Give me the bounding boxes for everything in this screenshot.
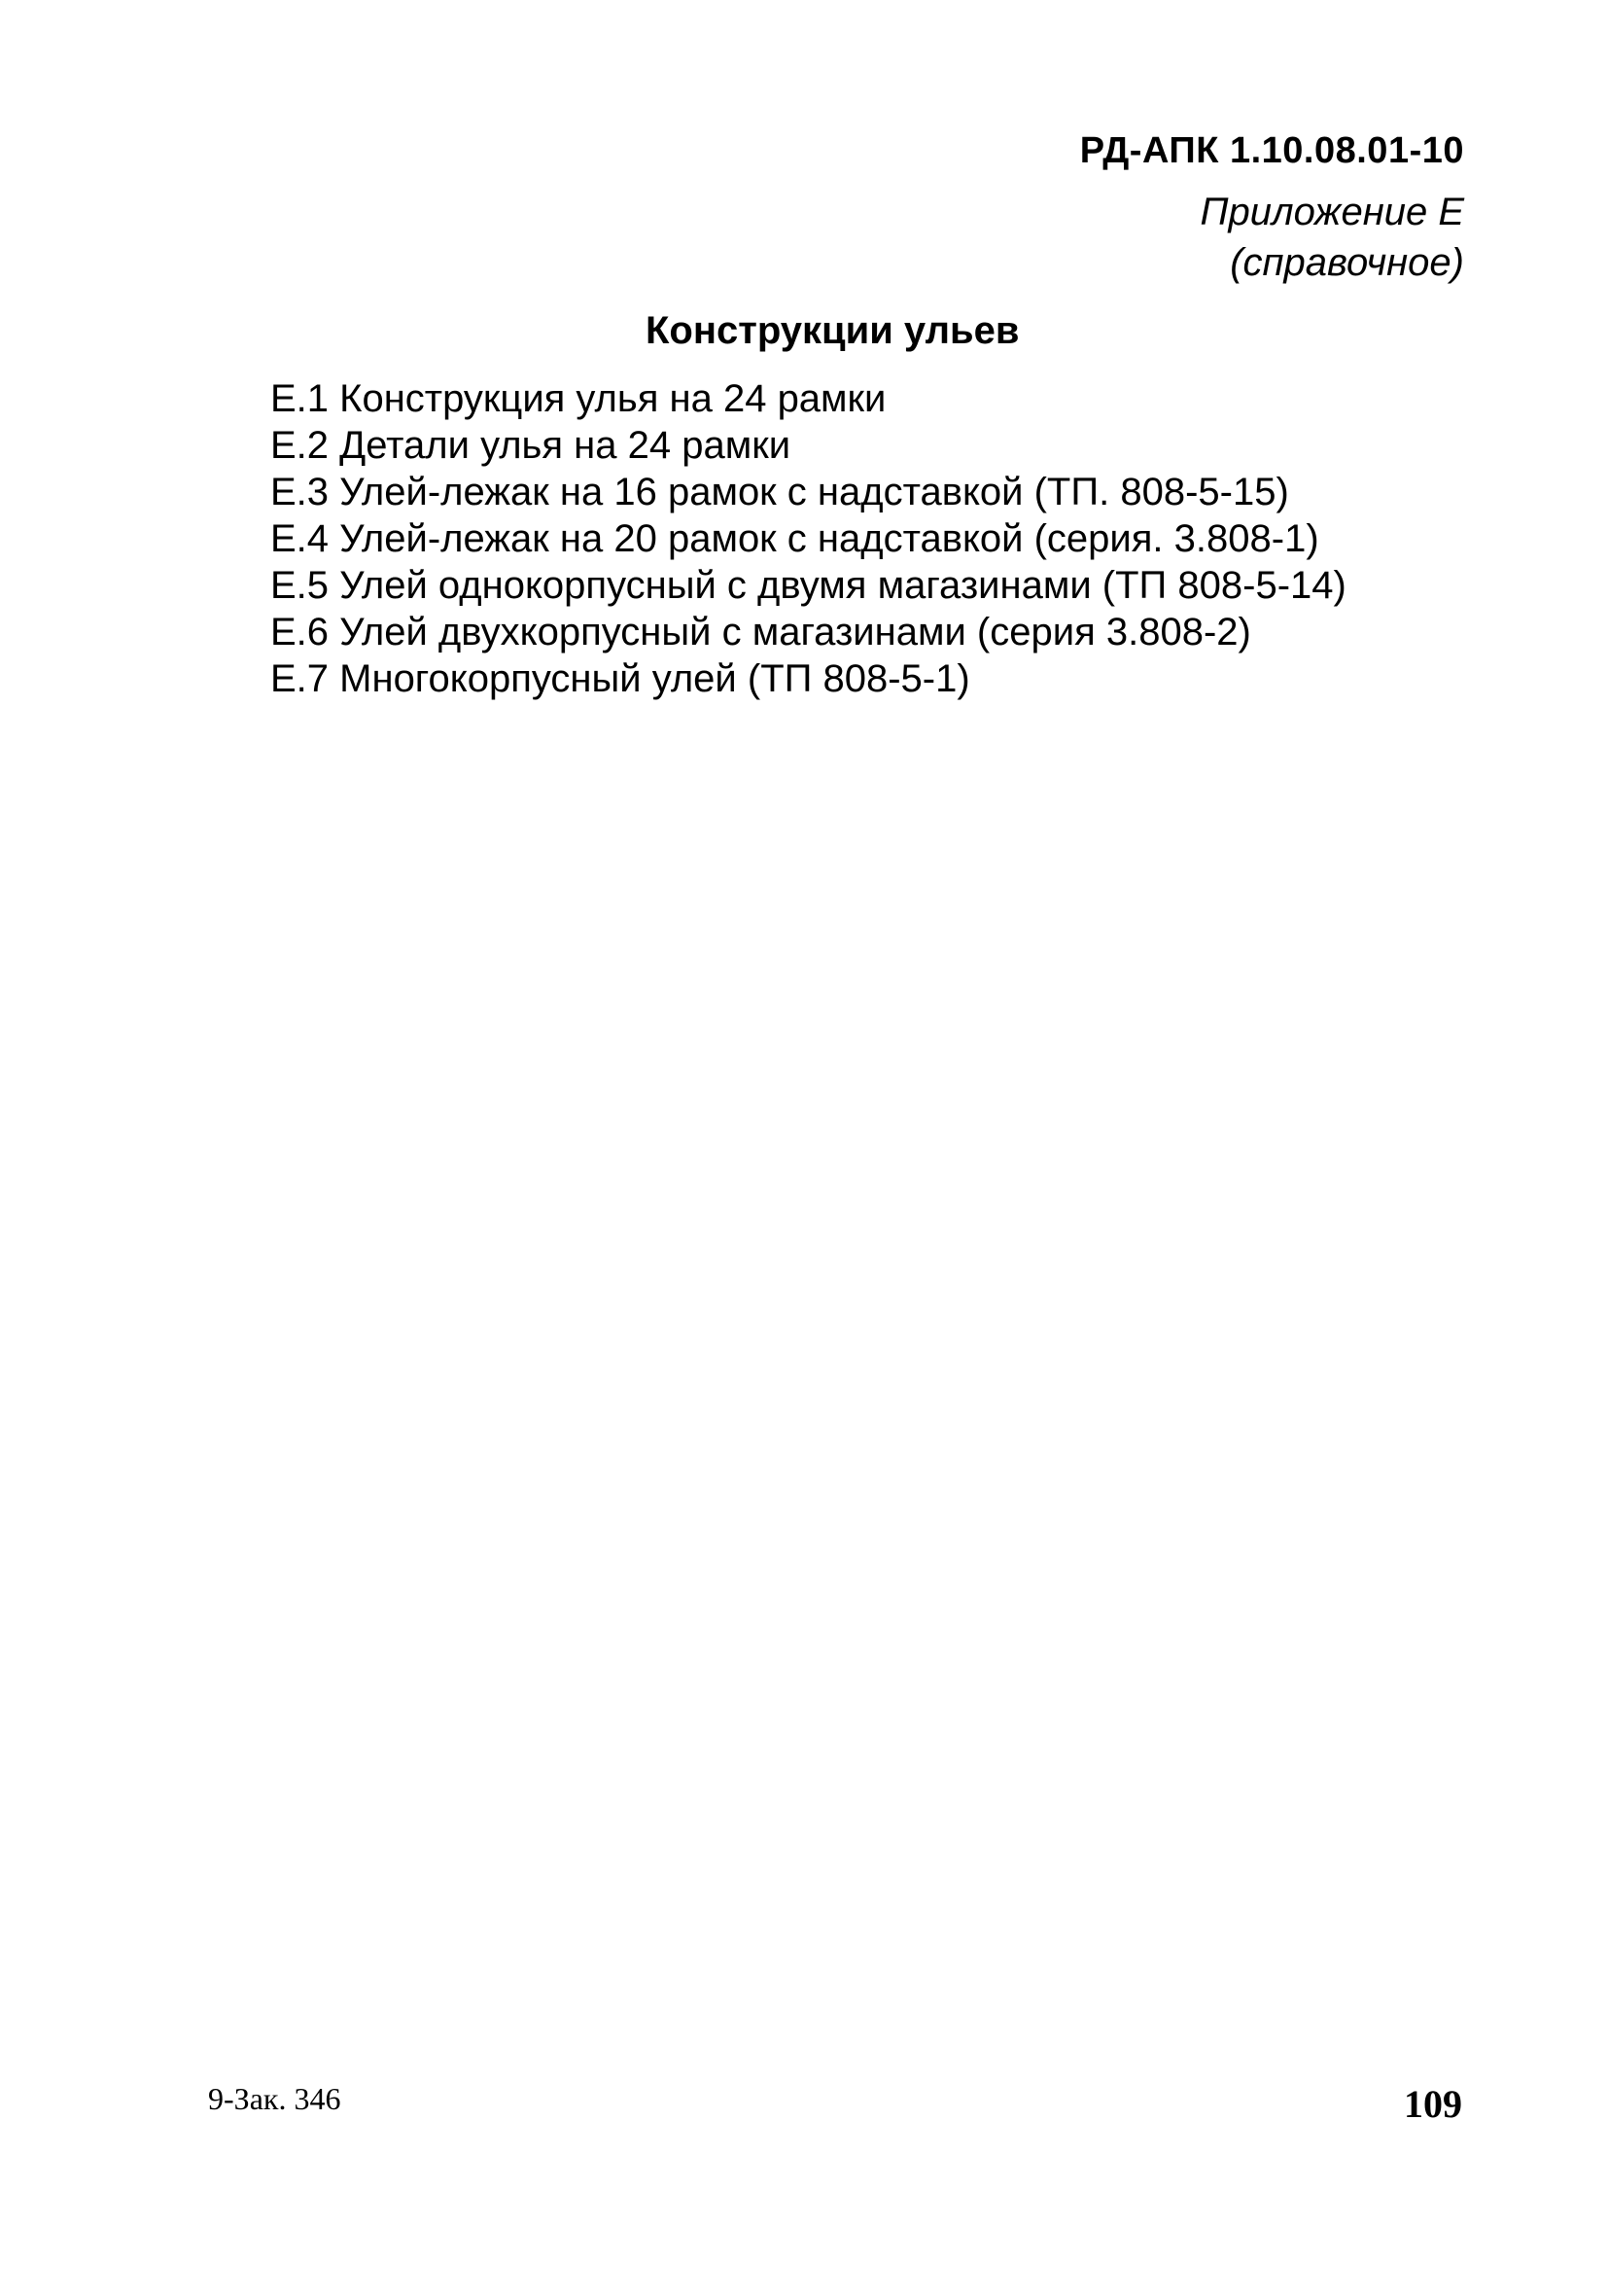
contents-item: Е.7 Многокорпусный улей (ТП 808-5-1) <box>270 657 970 700</box>
contents-list <box>270 375 1346 702</box>
footer-order-mark: 9-Зак. 346 <box>208 2081 341 2116</box>
page-number: 109 <box>1404 2082 1462 2126</box>
contents-item: Е.3 Улей-лежак на 16 рамок с надставкой (ТП. 808-5-15) <box>270 471 1289 513</box>
contents-item: Е.6 Улей двухкорпусный с магазинами (серия 3.808-2) <box>270 611 1251 653</box>
section-title: Конструкции ульев <box>646 309 1020 352</box>
contents-item: Е.2 Детали улья на 24 рамки <box>270 424 791 467</box>
contents-item: Е.4 Улей-лежак на 20 рамок с надставкой (серия. 3.808-1) <box>270 517 1319 560</box>
contents-item: Е.1 Конструкция улья на 24 рамки <box>270 377 887 420</box>
appendix-title: Приложение Е <box>1200 191 1464 233</box>
appendix-note: (справочное) <box>1230 241 1464 284</box>
contents-item: Е.5 Улей однокорпусный с двумя магазинами (ТП 808-5-14) <box>270 564 1346 607</box>
document-code: РД-АПК 1.10.08.01-10 <box>1079 130 1464 171</box>
